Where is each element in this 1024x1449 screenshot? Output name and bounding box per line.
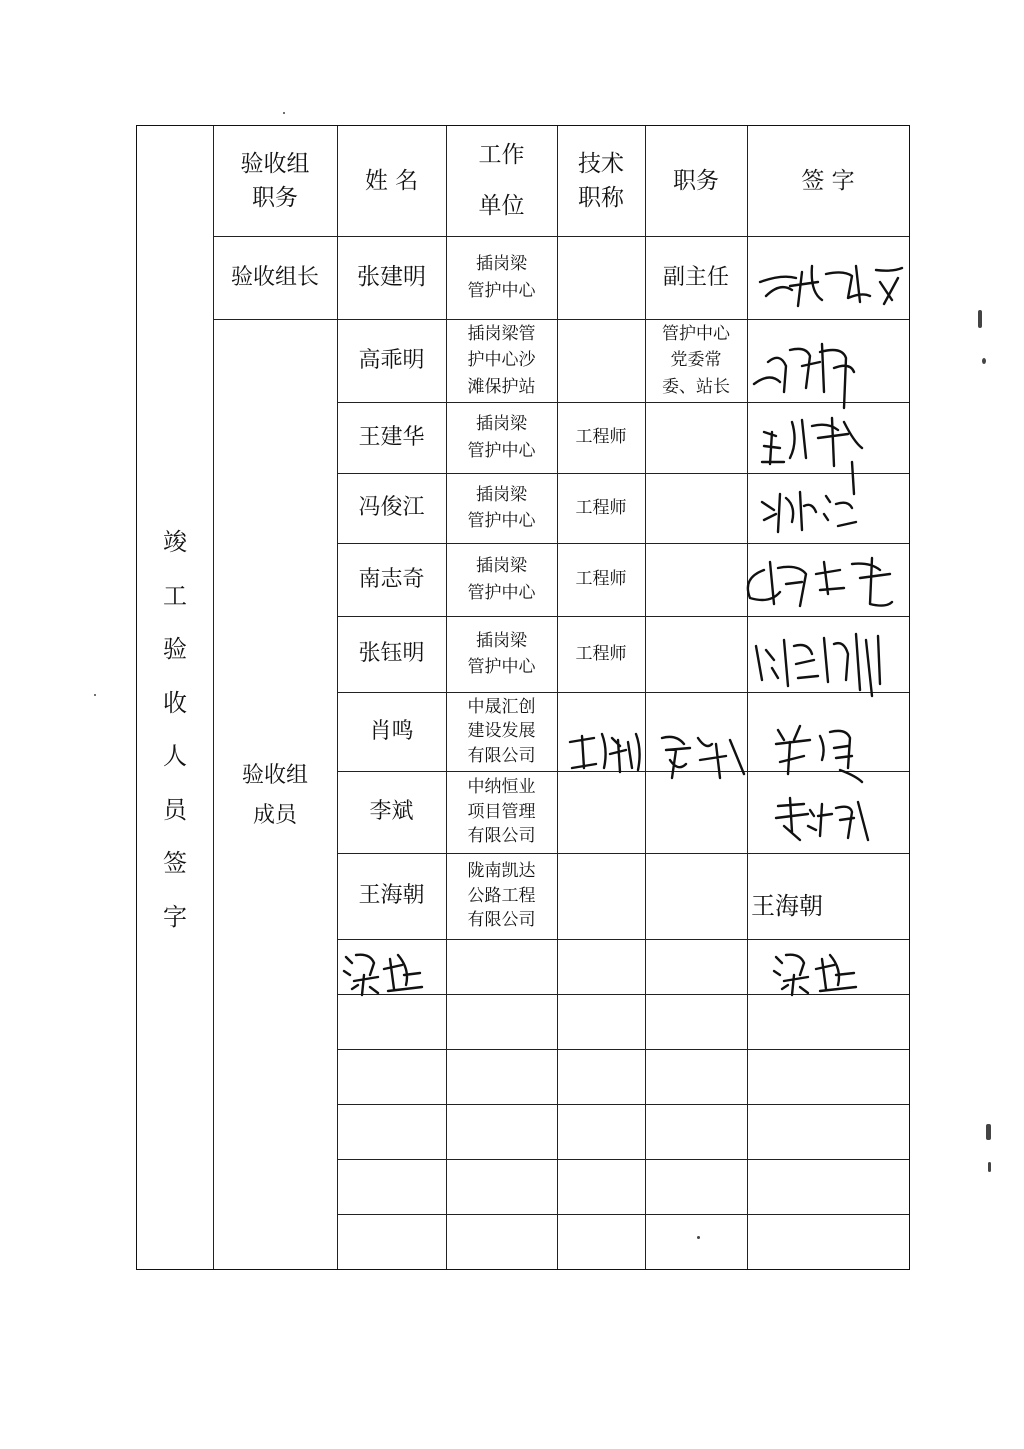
row-divider: [337, 1159, 909, 1160]
vertical-char: 字: [163, 902, 187, 931]
vertical-char: 验: [163, 635, 187, 664]
signature-zhang-yuming-icon: [748, 620, 888, 700]
member-unit: 中晟汇创 建设发展 有限公司: [467, 696, 536, 766]
signature-nan-zhiqi-icon: [740, 544, 900, 616]
signature-wang-jianhua-icon: [758, 402, 878, 482]
leader-title: [557, 236, 645, 319]
row-divider: [337, 939, 909, 940]
member-title: 工程师: [575, 643, 627, 664]
vertical-char: 签: [163, 849, 187, 878]
signature-feng-junjiang-icon: [756, 476, 866, 536]
member-unit: 插岗梁 管护中心: [467, 630, 536, 677]
member-unit: 插岗梁 管护中心: [467, 484, 536, 531]
member-name: 高乖明: [358, 347, 425, 373]
header-post: 职务: [673, 167, 719, 194]
scan-mark: [982, 358, 986, 364]
member-name: 冯俊江: [358, 495, 425, 521]
member-unit: 陇南凯达 公路工程 有限公司: [467, 861, 536, 931]
member-name: 张钰明: [358, 641, 425, 667]
signature-zhang-jianming-icon: [752, 252, 912, 312]
member-name: 肖鸣: [369, 718, 414, 744]
row-divider: [213, 319, 909, 320]
vertical-title: [137, 522, 213, 932]
scan-mark: [283, 112, 285, 114]
leader-unit: 插岗梁 管护中心: [467, 254, 536, 301]
header-name: 姓 名: [364, 167, 419, 194]
member-title: 工程师: [575, 427, 627, 448]
header-unit: 工作 单位: [478, 142, 525, 219]
member-name: 王建华: [358, 424, 425, 450]
scan-mark: [988, 1162, 991, 1172]
leader-post: 副主任: [662, 264, 729, 290]
vertical-char: 竣: [163, 528, 187, 556]
vertical-char: 人: [163, 742, 187, 771]
header-role: 验收组 职务: [240, 150, 310, 211]
member-unit: 插岗梁 管护中心: [467, 414, 536, 461]
row-divider: [337, 1104, 909, 1105]
member-title: 工程师: [575, 569, 627, 590]
member-role: 验收组 成员: [241, 763, 308, 828]
vertical-char: 员: [163, 795, 187, 824]
member-unit: 中纳恒业 项目管理 有限公司: [467, 777, 536, 847]
leader-role: 验收组长: [230, 264, 319, 290]
signature-xiao-ming-icon: [770, 712, 870, 782]
member-unit: 插岗梁 管护中心: [467, 556, 536, 603]
scan-mark: [978, 310, 982, 328]
member-name: 南志奇: [358, 566, 425, 592]
row-divider: [337, 1049, 909, 1050]
scan-mark: [697, 1236, 700, 1239]
vertical-char: 工: [163, 581, 187, 610]
member-unit: 插岗梁管 护中心沙 滩保护站: [467, 323, 536, 397]
scan-mark: [986, 1124, 991, 1140]
header-title: 技术 职称: [578, 150, 624, 211]
member-name: 王海朝: [358, 883, 425, 909]
member-name: 李斌: [369, 799, 414, 825]
signature-liang-icon: [770, 945, 870, 1001]
member-title: 工程师: [575, 497, 627, 518]
member-post: 管护中心 党委常 委、站长: [662, 323, 730, 397]
leader-name: 张建明: [357, 264, 426, 291]
row-divider: [337, 1214, 909, 1215]
vertical-char: 收: [163, 688, 187, 717]
signature-li-bin-icon: [770, 790, 880, 850]
signature-xiao-ming-title-icon: [566, 720, 746, 780]
signature-gao-guaiming-icon: [750, 322, 870, 412]
header-sign: 签 字: [801, 167, 855, 194]
scan-mark: [94, 694, 96, 696]
handwritten-sign-text: 王海朝: [751, 891, 823, 920]
signature-liang-icon: [340, 945, 430, 1001]
